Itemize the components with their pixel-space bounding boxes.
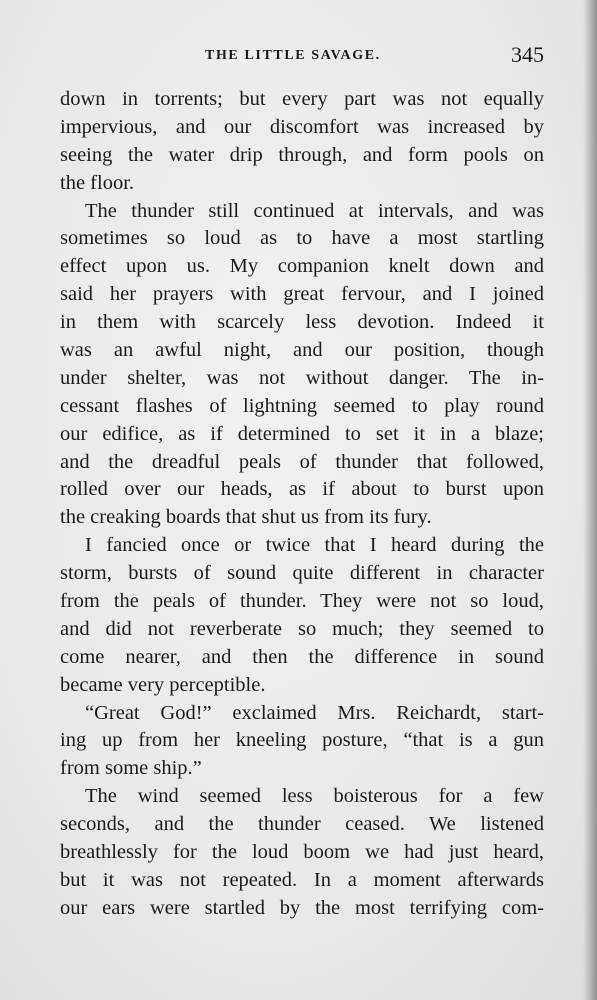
- text-line: in them with scarcely less devotion. Indeed it: [60, 311, 544, 334]
- text-line: The wind seemed less boisterous for a few: [85, 785, 544, 808]
- page-number: 345: [511, 42, 544, 67]
- text-line: our ears were startled by the most terrifying com-: [60, 896, 544, 919]
- text-line: from some ship.”: [60, 757, 202, 780]
- text-line: the floor.: [60, 171, 135, 194]
- text-line: breathlessly for the loud boom we had just heard,: [60, 841, 544, 864]
- page-header: [60, 42, 544, 72]
- text-line: became very perceptible.: [60, 673, 266, 696]
- text-line: our edifice, as if determined to set it in a blaze;: [60, 422, 544, 445]
- text-line: rolled over our heads, as if about to burst upon: [60, 478, 544, 501]
- text-line: impervious, and our discomfort was increased by: [60, 115, 544, 138]
- text-line: seeing the water drip through, and form pools on: [60, 143, 544, 166]
- text-line: and the dreadful peals of thunder that followed,: [60, 450, 544, 473]
- text-line: cessant flashes of lightning seemed to play round: [60, 394, 544, 417]
- text-line: ing up from her kneeling posture, “that is a gun: [60, 729, 544, 752]
- text-line: effect upon us. My companion knelt down and: [60, 255, 544, 278]
- text-line: was an awful night, and our position, though: [60, 339, 544, 362]
- text-line: down in torrents; but every part was not equally: [60, 88, 544, 110]
- running-head: THE LITTLE SAVAGE.: [205, 48, 381, 63]
- text-line: sometimes so loud as to have a most startling: [60, 227, 544, 250]
- text-line: storm, bursts of sound quite different in character: [60, 562, 544, 585]
- text-line: from the peals of thunder. They were not so loud,: [60, 590, 544, 613]
- text-line: “Great God!” exclaimed Mrs. Reichardt, start-: [85, 701, 544, 724]
- text-line: under shelter, was not without danger. The in-: [60, 366, 544, 389]
- text-line: the creaking boards that shut us from its fury.: [60, 506, 432, 529]
- text-line: come nearer, and then the difference in sound: [60, 645, 544, 668]
- page-edge-shadow: [583, 0, 597, 1000]
- text-line: said her prayers with great fervour, and I joined: [60, 283, 544, 306]
- text-line: seconds, and the thunder ceased. We listened: [60, 813, 544, 836]
- body-text: [60, 86, 544, 923]
- text-line: I fancied once or twice that I heard during the: [85, 534, 544, 557]
- text-line: The thunder still continued at intervals, and was: [85, 199, 544, 222]
- text-line: and did not reverberate so much; they seemed to: [60, 617, 544, 640]
- text-line: but it was not repeated. In a moment afterwards: [60, 868, 544, 891]
